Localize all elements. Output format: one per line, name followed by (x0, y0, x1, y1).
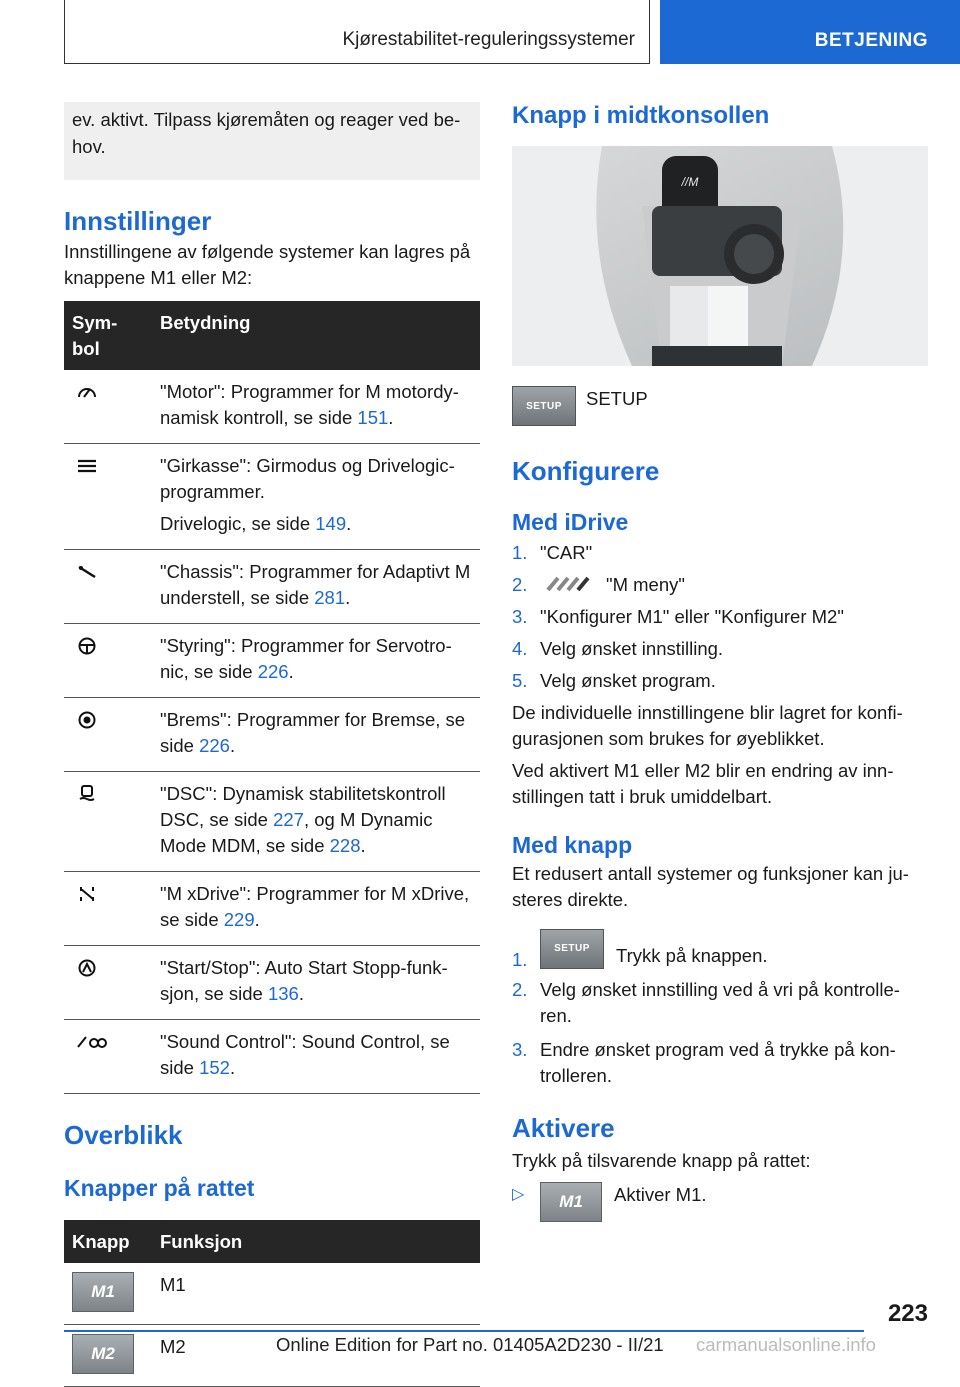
page-link[interactable]: 229 (223, 909, 255, 930)
activate-intro: Trykk på tilsvarende knapp på rattet: (512, 1150, 811, 1171)
header-chapter (64, 0, 650, 64)
chapter-title: Kjørestabilitet-reguleringssystemer (342, 29, 635, 50)
m-logo-icon (540, 574, 596, 594)
edition-text: Online Edition for Part no. 01405A2D230 - II/21 (276, 1334, 664, 1355)
right-column (512, 102, 928, 1222)
configure-heading: Konfigurere (512, 456, 660, 486)
m2-button: M2 (72, 1334, 134, 1374)
table-row: "Girkasse": Girmodus og Drivelogic-programmer. Drivelogic, se side 149. (64, 444, 480, 550)
note-text: ev. aktivt. Tilpass kjøremåten og reager ved be-hov. (72, 109, 461, 157)
brake-icon (76, 711, 98, 729)
page-link[interactable]: 152 (199, 1057, 230, 1078)
dsc-icon (76, 785, 98, 803)
chassis-icon (76, 563, 98, 581)
settings-intro: Innstillingene av følgende systemer kan lagres på knappene M1 eller M2: (64, 241, 471, 288)
table-row: "Styring": Programmer for Servotro-nic, se side 226. (64, 624, 480, 698)
function-label: M1 (152, 1263, 480, 1325)
list-item: 2. "M meny" (512, 574, 685, 595)
activate-heading: Aktivere (512, 1113, 615, 1143)
settings-table (64, 301, 480, 1094)
list-item: 3. "Konfigurer M1" eller "Konfigurer M2" (512, 606, 844, 627)
svg-text://M: //M (681, 175, 699, 189)
sound-icon (76, 1033, 108, 1051)
overview-heading: Overblikk (64, 1120, 183, 1150)
setup-button-image: SETUP (540, 929, 604, 969)
section-title: BETJENING (814, 30, 928, 51)
page-link[interactable]: 227 (273, 809, 304, 830)
watermark: carmanualsonline.info (696, 1334, 876, 1355)
m1-button: M1 (72, 1272, 134, 1312)
setup-button-image: SETUP (512, 386, 576, 426)
bullet-triangle-icon: ▷ (512, 1186, 525, 1203)
idrive-paragraph: De individuelle innstillingene blir lagret for konfi-gurasjonen som brukes for øyeblikket. (512, 702, 903, 749)
col-symbol: Sym-bol (64, 301, 152, 370)
m1-button: M1 (540, 1182, 602, 1222)
engine-icon (76, 383, 98, 401)
list-item (512, 1182, 928, 1222)
list-item: 3. Endre ønsket program ved å trykke på kon-trolleren. (512, 1039, 896, 1086)
function-label: M2 (152, 1325, 480, 1387)
page-link[interactable]: 151 (357, 407, 389, 428)
activate-item: Aktiver M1. (614, 1184, 707, 1205)
table-row (64, 1263, 480, 1325)
page-number: 223 (887, 1300, 928, 1327)
setup-label: SETUP (586, 388, 648, 409)
col-meaning: Betydning (152, 301, 480, 370)
note-box (64, 102, 480, 180)
xdrive-icon (76, 885, 98, 903)
col-function: Funksjon (152, 1220, 480, 1263)
list-item: 4. Velg ønsket innstilling. (512, 638, 724, 659)
idrive-heading: Med iDrive (512, 509, 629, 535)
page-link[interactable]: 136 (267, 983, 299, 1004)
table-row: "DSC": Dynamisk stabilitetskontroll DSC, se side 227, og M Dynamic Mode MDM, se side 228. (64, 772, 480, 872)
start-stop-icon (76, 959, 98, 977)
table-row: "Sound Control": Sound Control, se side 152. (64, 1020, 480, 1094)
button-heading: Med knapp (512, 832, 633, 858)
page-link[interactable]: 149 (315, 513, 347, 534)
idrive-steps (512, 540, 928, 694)
page-link[interactable]: 281 (314, 587, 346, 608)
page-link[interactable]: 226 (257, 661, 289, 682)
page-link[interactable]: 228 (329, 835, 361, 856)
footer-divider (64, 1330, 864, 1332)
button-steps (512, 929, 928, 1089)
list-item: 5. Velg ønsket program. (512, 670, 716, 691)
table-row: "Brems": Programmer for Bremse, se side 226. (64, 698, 480, 772)
table-row: "Start/Stop": Auto Start Stopp-funk-sjon, se side 136. (64, 946, 480, 1020)
list-item: 1. SETUP Trykk på knappen. (512, 929, 928, 969)
console-heading: Knapp i midtkonsollen (512, 102, 770, 129)
list-item: 2. Velg ønsket innstilling ved å vri på kontrolle-ren. (512, 979, 900, 1026)
steering-icon (76, 637, 98, 655)
col-button: Knapp (64, 1220, 152, 1263)
center-console-photo (512, 146, 928, 366)
header-section-tab (660, 0, 960, 64)
steering-buttons-heading: Knapper på rattet (64, 1175, 255, 1201)
idrive-paragraph: Ved aktivert M1 eller M2 blir en endring av inn-stillingen tatt i bruk umiddelbart. (512, 760, 894, 807)
list-item: 1. "CAR" (512, 542, 593, 563)
table-row: "M xDrive": Programmer for M xDrive, se side 229. (64, 872, 480, 946)
settings-heading: Innstillinger (64, 206, 212, 236)
page-link[interactable]: 226 (199, 735, 230, 756)
gearbox-icon (76, 457, 98, 475)
table-row: "Motor": Programmer for M motordy-namisk kontroll, se side 151. (64, 370, 480, 444)
table-row: "Chassis": Programmer for Adaptivt M understell, se side 281. (64, 550, 480, 624)
button-intro: Et redusert antall systemer og funksjoner kan ju-steres direkte. (512, 863, 909, 910)
left-column (64, 102, 480, 1387)
